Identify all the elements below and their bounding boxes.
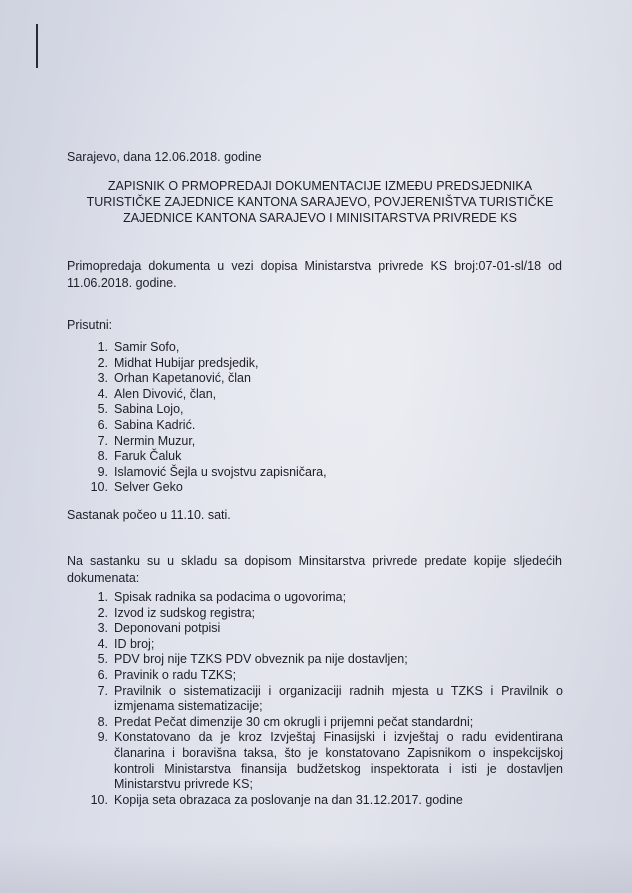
list-item: 3. Deponovani potpisi (97, 621, 221, 636)
document-title (60, 178, 580, 226)
list-item: 6. Pravinik o radu TZKS; (97, 667, 237, 682)
list-item: 6. Sabina Kadrić. (97, 417, 196, 432)
present-list (83, 340, 563, 496)
list-item: 4. Alen Divović, član, (97, 386, 217, 401)
list-item: 3. Orhan Kapetanović, član (97, 371, 251, 386)
list-item: 4. ID broj; (97, 636, 155, 651)
list-item: 7. Pravilnik o sistematizaciji i organizaciji radnih mjesta u TZKS i Pravilnik o izmjenama sistematizacije; (97, 683, 563, 714)
list-item: 10. Selver Geko (90, 480, 183, 495)
title-line: TURISTIČKE ZAJEDNICE KANTONA SARAJEVO, POVJERENIŠTVA TURISTIČKE (86, 195, 554, 209)
place-date: Sarajevo, dana 12.06.2018. godine (67, 150, 262, 164)
list-item: 10. Kopija seta obrazaca za poslovanje na dan 31.12.2017. godine (90, 792, 463, 807)
present-heading: Prisutni: (67, 318, 113, 332)
documents-list (83, 590, 563, 808)
list-item: 7. Nermin Muzur, (97, 433, 196, 448)
list-item: 9. Islamović Šejla u svojstvu zapisničara, (97, 464, 327, 479)
list-item: 9. Konstatovano da je kroz Izvještaj Finasijski i izvještaj o radu evidentirana članarina i boravišna taksa, što je konstatovano Zapisnikom o inspekcijskoj kontroli Ministarstva finansija budžetskog inspektorata i isti je dostavljen Ministarstvu privrede KS; (97, 730, 563, 792)
intro-paragraph: Primopredaja dokumenta u vezi dopisa Ministarstva privrede KS broj:07-01-sl/18 od 11.06.2018. godine. (67, 259, 562, 290)
list-item: 1. Spisak radnika sa podacima o ugovorima; (97, 590, 347, 604)
list-item: 8. Predat Pečat dimenzije 30 cm okrugli i prijemni pečat standardni; (97, 714, 474, 729)
list-item: 2. Izvod iz sudskog registra; (97, 605, 256, 620)
documents-intro: Na sastanku su u skladu sa dopisom Minsitarstva privrede predate kopije sljedećih dokumenata: (67, 554, 562, 585)
list-item: 8. Faruk Čaluk (97, 449, 182, 464)
title-line: ZAPISNIK O PRMOPREDAJI DOKUMENTACIJE IZMEĐU PREDSJEDNIKA (107, 179, 533, 193)
meeting-start: Sastanak počeo u 11.10. sati. (67, 508, 231, 522)
list-item: 5. Sabina Lojo, (97, 402, 184, 417)
list-item: 5. PDV broj nije TZKS PDV obveznik pa nije dostavljen; (97, 652, 408, 667)
title-line: ZAJEDNICE KANTONA SARAJEVO I MINISITARSTVA PRIVREDE KS (123, 211, 517, 225)
list-item: 2. Midhat Hubijar predsjedik, (97, 355, 259, 370)
page-shadow (0, 840, 632, 893)
pen-mark (36, 24, 38, 68)
list-item: 1. Samir Sofo, (97, 340, 180, 354)
